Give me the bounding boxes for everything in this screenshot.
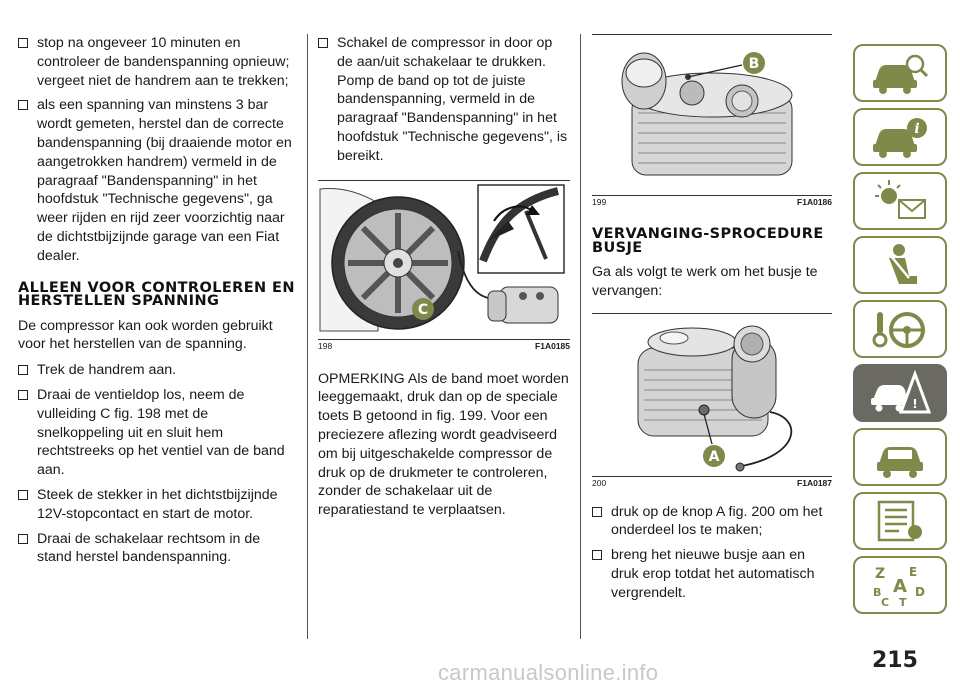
figure-199 [592, 34, 832, 207]
svg-text:T: T [899, 596, 907, 608]
svg-text:A: A [893, 576, 907, 597]
figure-number: 198 [318, 340, 333, 351]
car-search-icon [869, 50, 931, 96]
seat-safety-icon [869, 242, 931, 288]
svg-text:B: B [873, 586, 882, 599]
checkbox-bullet-icon [18, 390, 28, 400]
svg-text:E: E [909, 565, 918, 579]
checkbox-bullet-icon [18, 100, 28, 110]
checkbox-bullet-icon [592, 507, 602, 517]
checkbox-bullet-icon [318, 38, 328, 48]
intro-paragraph: De compressor kan ook worden gebruikt voor het herstellen van de spanning. [18, 317, 273, 353]
car-info-icon [869, 114, 931, 160]
emergency-triangle-icon [869, 370, 931, 416]
section-heading: VERVANGING-SPROCEDURE BUSJE [592, 226, 824, 256]
svg-text:!: ! [912, 397, 918, 411]
column-right [592, 34, 832, 609]
figure-number: 200 [592, 477, 607, 488]
list-item: Draai de ventieldop los, neem de vulleiding C fig. 198 met de snelkoppeling uit en sluit hem rechtstreeks op het ventiel van de band aan. [18, 386, 296, 480]
tab-alphabetical-index[interactable] [853, 556, 947, 614]
list-item: stop na ongeveer 10 minuten en controleer de bandenspanning opnieuw; vergeet niet de handrem aan te trekken; [18, 34, 296, 90]
list-item: breng het nieuwe busje aan en druk erop totdat het automatisch vergrendelt. [592, 546, 832, 602]
tire-inflation-illustration [318, 181, 570, 339]
checkbox-bullet-icon [18, 490, 28, 500]
list-item: Schakel de compressor in door op de aan/uit schakelaar te drukken. Pomp de band op tot de juiste bandenspanning, vermeld in de paragraaf "Bandenspanning" in het hoofdstuk "Technische gegevens", is bereikt. [318, 34, 570, 166]
tab-car-maintenance[interactable] [853, 428, 947, 486]
tab-steering-wheel[interactable] [853, 300, 947, 358]
chapter-tabs [853, 44, 949, 620]
svg-text:D: D [915, 585, 925, 599]
svg-text:i: i [914, 121, 920, 137]
column-divider [580, 34, 581, 639]
column-divider [307, 34, 308, 639]
compressor-side-illustration [592, 314, 832, 476]
warning-lights-icon [869, 178, 931, 224]
tab-warning-lights[interactable] [853, 172, 947, 230]
figure-caption [592, 197, 832, 209]
list-item: Draai de schakelaar rechtsom in de stand herstel bandenspanning. [18, 530, 296, 568]
list-item: Trek de handrem aan. [18, 361, 296, 380]
note-paragraph: OPMERKING Als de band moet worden leeggemaakt, druk dan op de speciale toets B getoond in fig. 199. Voor een preciezere aflezing wordt geadviseerd om bij uitgeschakelde compressor de druk op de drukmeter te controleren, zonder de schakelaar uit de reparatiestand te verplaatsen. [318, 370, 569, 519]
column-middle [318, 34, 570, 527]
spec-list-icon [869, 498, 931, 544]
figure-caption [592, 478, 832, 490]
checkbox-bullet-icon [18, 534, 28, 544]
list-item: druk op de knop A fig. 200 om het onderdeel los te maken; [592, 503, 832, 541]
figure-code: F1A0187 [797, 477, 832, 488]
list-item: als een spanning van minstens 3 bar wordt gemeten, herstel dan de correcte bandenspanning (bij draaiende motor en aangetrokken handrem) vermeld in de paragraaf "Bandenspanning" in het hoofdstuk "Technische gegevens", ga weer rijden en rijd zeer voorzichtig naar de dichtstbijzijnde garage van een Fiat dealer. [18, 96, 296, 265]
figure-label: C [417, 301, 429, 318]
figure-code: F1A0185 [535, 340, 570, 351]
page-number: 215 [872, 648, 918, 673]
figure-number: 199 [592, 197, 607, 207]
checkbox-bullet-icon [18, 365, 28, 375]
tab-seat-safety[interactable] [853, 236, 947, 294]
figure-label: A [708, 448, 720, 465]
figure-label: B [748, 56, 760, 72]
figure-198 [318, 180, 570, 351]
section-heading: ALLEEN VOOR CONTROLEREN EN HERSTELLEN SPANNING [18, 279, 295, 310]
svg-text:C: C [881, 596, 890, 608]
tab-specifications[interactable] [853, 492, 947, 550]
car-maintenance-icon [869, 434, 931, 480]
tab-emergency[interactable] [853, 364, 947, 422]
column-left [18, 34, 296, 573]
watermark: carmanualsonline.info [438, 660, 659, 685]
figure-200 [592, 313, 832, 488]
intro-paragraph: Ga als volgt te werk om het busje te vervangen: [592, 264, 818, 299]
list-item: Steek de stekker in het dichtstbijzijnde 12V-stopcontact en start de motor. [18, 486, 296, 524]
checkbox-bullet-icon [18, 38, 28, 48]
alphabet-index-icon [869, 562, 931, 608]
figure-caption [318, 341, 570, 353]
figure-code: F1A0186 [797, 197, 832, 207]
tab-car-info[interactable] [853, 108, 947, 166]
svg-text:Z: Z [875, 566, 886, 582]
steering-wheel-icon [869, 306, 931, 352]
tab-car-search[interactable] [853, 44, 947, 102]
compressor-top-illustration [592, 35, 832, 195]
checkbox-bullet-icon [592, 550, 602, 560]
